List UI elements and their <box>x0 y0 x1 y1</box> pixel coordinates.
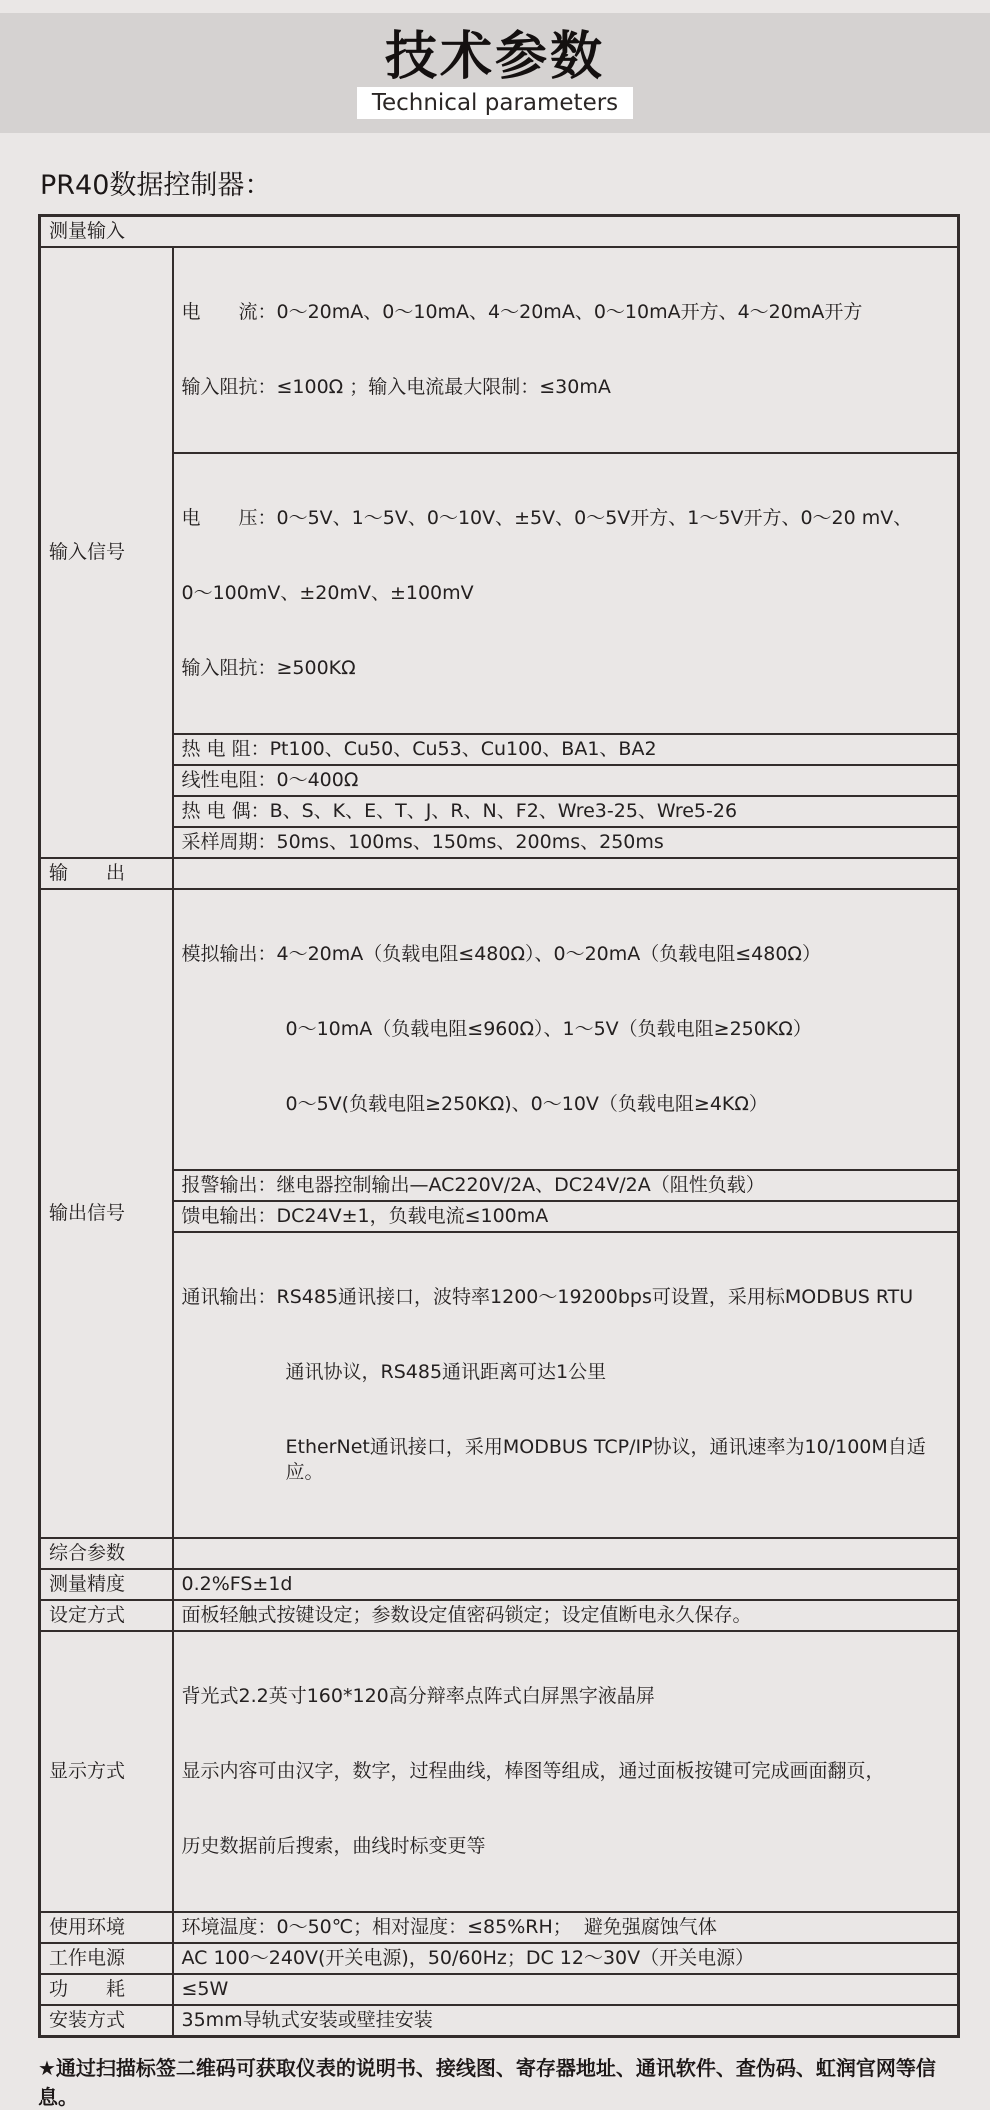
product-heading: PR40数据控制器： <box>40 170 272 201</box>
page-title: 技术参数 <box>384 27 605 87</box>
section-header-general: 综合参数 <box>40 1538 173 1569</box>
table-row-section-output <box>40 858 959 889</box>
power-value: AC 100～240V(开关电源)，50/60Hz；DC 12～30V（开关电源） <box>173 1943 959 1974</box>
sampling-spec-cell: 采样周期：50ms、100ms、150ms、200ms、250ms <box>173 827 959 858</box>
spec-line: 通讯协议，RS485通讯距离可达1公里 <box>285 1361 607 1383</box>
linear-resistance-spec-cell: 线性电阻：0～400Ω <box>173 765 959 796</box>
output-signal-label: 输出信号 <box>40 889 173 1538</box>
setting-value: 面板轻触式按键设定；参数设定值密码锁定；设定值断电永久保存。 <box>173 1600 959 1631</box>
accuracy-label: 测量精度 <box>40 1569 173 1600</box>
table-row-section-general <box>40 1538 959 1569</box>
thermocouple-spec-cell: 热 电 偶：B、S、K、E、T、J、R、N、F2、Wre3-25、Wre5-26 <box>173 796 959 827</box>
table-row-linear-resistance <box>40 765 959 796</box>
display-value <box>173 1631 959 1912</box>
analog-output-spec-cell <box>173 889 959 1170</box>
table-row-analog-output <box>40 889 959 1170</box>
table-row-alarm-output <box>40 1170 959 1201</box>
consumption-value: ≤5W <box>173 1974 959 2005</box>
table-row-comm-output <box>40 1232 959 1538</box>
table-row-environment <box>40 1912 959 1943</box>
empty-cell <box>173 858 959 889</box>
spec-line: 输入阻抗：≥500KΩ <box>181 657 356 679</box>
spec-line: 模拟输出：4～20mA（负载电阻≤480Ω）、0～20mA（负载电阻≤480Ω） <box>181 943 821 965</box>
table-row-display <box>40 1631 959 1912</box>
voltage-spec-cell <box>173 453 959 734</box>
spec-line: 0～10mA（负载电阻≤960Ω）、1～5V（负载电阻≥250KΩ） <box>285 1018 812 1040</box>
page-subtitle: Technical parameters <box>357 87 633 119</box>
table-row-accuracy <box>40 1569 959 1600</box>
spec-line: 历史数据前后搜索，曲线时标变更等 <box>181 1835 486 1857</box>
table-row-sampling <box>40 827 959 858</box>
header-banner <box>0 13 990 133</box>
setting-label: 设定方式 <box>40 1600 173 1631</box>
table-row-rtd <box>40 734 959 765</box>
comm-output-spec-cell <box>173 1232 959 1538</box>
alarm-output-spec-cell: 报警输出：继电器控制输出—AC220V/2A、DC24V/2A（阻性负载） <box>173 1170 959 1201</box>
table-row-feed-output <box>40 1201 959 1232</box>
spec-table <box>38 214 960 2038</box>
section-header-measure-input: 测量输入 <box>40 216 959 248</box>
table-row-current <box>40 247 959 453</box>
footnote: ★通过扫描标签二维码可获取仪表的说明书、接线图、寄存器地址、通讯软件、查伪码、虹润官网等信息。 <box>38 2056 936 2109</box>
display-label: 显示方式 <box>40 1631 173 1912</box>
table-row-consumption <box>40 1974 959 2005</box>
spec-line: 通讯输出：RS485通讯接口，波特率1200～19200bps可设置，采用标MODBUS RTU <box>181 1286 914 1308</box>
spec-line: 输入阻抗：≤100Ω ；输入电流最大限制：≤30mA <box>181 376 611 398</box>
table-row-mounting <box>40 2005 959 2037</box>
spec-line: 显示内容可由汉字，数字，过程曲线，棒图等组成，通过面板按键可完成画面翻页， <box>181 1760 885 1782</box>
table-row-power <box>40 1943 959 1974</box>
feed-output-spec-cell: 馈电输出：DC24V±1，负载电流≤100mA <box>173 1201 959 1232</box>
table-row-setting <box>40 1600 959 1631</box>
consumption-label: 功 耗 <box>40 1974 173 2005</box>
mounting-value: 35mm导轨式安装或壁挂安装 <box>173 2005 959 2037</box>
page-subtitle-row <box>0 87 990 119</box>
environment-value: 环境温度：0～50℃；相对湿度：≤85%RH； 避免强腐蚀气体 <box>173 1912 959 1943</box>
spec-line: 电 流：0～20mA、0～10mA、4～20mA、0～10mA开方、4～20mA开方 <box>181 301 863 323</box>
spec-line: 0～100mV、±20mV、±100mV <box>181 582 474 604</box>
empty-cell <box>173 1538 959 1569</box>
mounting-label: 安装方式 <box>40 2005 173 2037</box>
spec-line: EtherNet通讯接口，采用MODBUS TCP/IP协议，通讯速率为10/100M自适应。 <box>285 1436 926 1483</box>
rtd-spec-cell: 热 电 阻：Pt100、Cu50、Cu53、Cu100、BA1、BA2 <box>173 734 959 765</box>
spec-line: 背光式2.2英寸160*120高分辩率点阵式白屏黑字液晶屏 <box>181 1685 655 1707</box>
table-row-voltage <box>40 453 959 734</box>
table-row-thermocouple <box>40 796 959 827</box>
power-label: 工作电源 <box>40 1943 173 1974</box>
spec-line: 0～5V(负载电阻≥250KΩ)、0～10V（负载电阻≥4KΩ） <box>285 1093 768 1115</box>
input-signal-label: 输入信号 <box>40 247 173 858</box>
table-row-section-measure-input <box>40 216 959 248</box>
spec-line: 电 压：0～5V、1～5V、0～10V、±5V、0～5V开方、1～5V开方、0～20 mV、 <box>181 507 913 529</box>
accuracy-value: 0.2%FS±1d <box>173 1569 959 1600</box>
current-spec-cell <box>173 247 959 453</box>
environment-label: 使用环境 <box>40 1912 173 1943</box>
page <box>0 13 990 2110</box>
section-header-output: 输 出 <box>40 858 173 889</box>
